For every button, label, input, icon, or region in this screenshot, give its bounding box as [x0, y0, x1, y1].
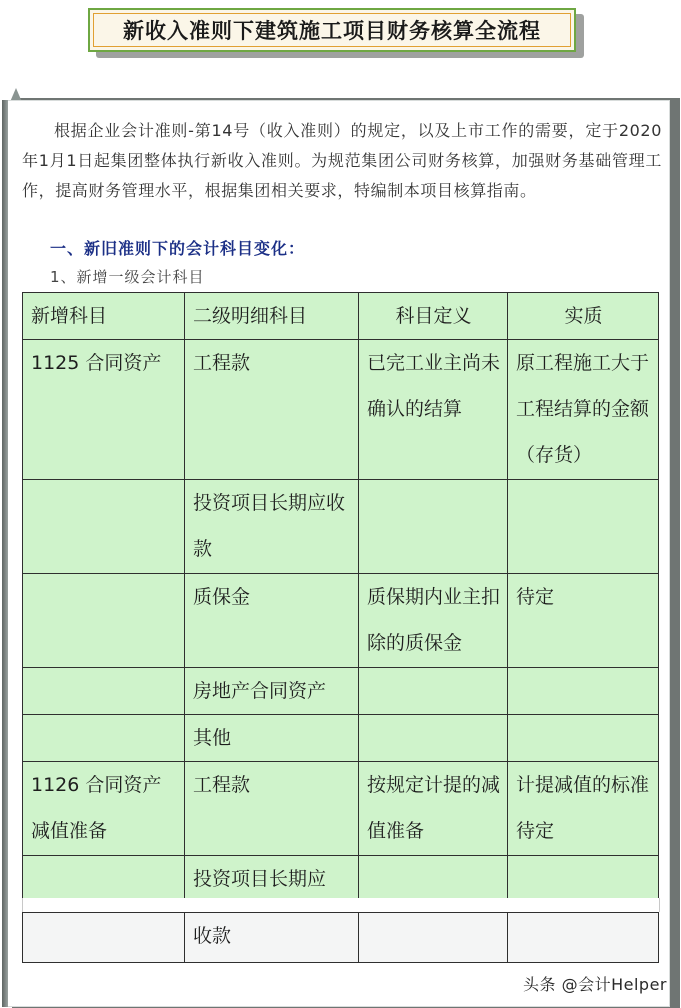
table-cell: 质保期内业主扣除的质保金 — [359, 574, 508, 668]
table-cell — [359, 668, 508, 715]
table-cell: 质保金 — [185, 574, 359, 668]
table-cell: 工程款 — [185, 762, 359, 856]
page-break-gap — [22, 898, 660, 912]
table-cell: 收款 — [185, 913, 359, 963]
table-cell — [23, 715, 185, 762]
intro-paragraph: 根据企业会计准则-第14号（收入准则）的规定，以及上市工作的需要，定于2020年1月1日起集团整体执行新收入准则。为规范集团公司财务核算，加强财务基础管理工作，提高财务管理水平，根据集团相关要求，特编制本项目核算指南。 — [22, 121, 662, 200]
table-row — [23, 668, 659, 715]
table-cell — [508, 913, 659, 963]
table-cell — [359, 715, 508, 762]
table-cell: 房地产合同资产 — [185, 668, 359, 715]
table-cell: 投资项目长期应收款 — [185, 480, 359, 574]
table-cell — [23, 480, 185, 574]
table-cell — [508, 856, 659, 903]
table-cell — [23, 913, 185, 963]
table-row — [23, 762, 659, 856]
table-row — [23, 856, 659, 903]
watermark: 头条 @会计Helper — [523, 975, 667, 994]
title-banner — [88, 8, 576, 52]
table-cell: 1126 合同资产减值准备 — [23, 762, 185, 856]
table-row — [23, 574, 659, 668]
table-cell: 其他 — [185, 715, 359, 762]
page-title: 新收入准则下建筑施工项目财务核算全流程 — [123, 19, 541, 43]
card-left-edge — [2, 100, 8, 1007]
table-cell: 按规定计提的减值准备 — [359, 762, 508, 856]
table-row — [23, 913, 659, 963]
table-cell — [508, 668, 659, 715]
accounts-table — [22, 292, 659, 903]
table-cell — [23, 668, 185, 715]
table-cell — [23, 856, 185, 903]
section-heading: 一、新旧准则下的会计科目变化： — [50, 239, 306, 258]
table-cell — [359, 480, 508, 574]
header-definition: 科目定义 — [359, 293, 508, 340]
table-row — [23, 340, 659, 480]
table-cell: 原工程施工大于工程结算的金额（存货） — [508, 340, 659, 480]
table-cell: 已完工业主尚未确认的结算 — [359, 340, 508, 480]
table-cell — [359, 913, 508, 963]
table-cell — [508, 480, 659, 574]
table-cell — [508, 715, 659, 762]
table-cell — [359, 856, 508, 903]
sub-heading: 1、新增一级会计科目 — [50, 268, 205, 286]
accounts-table-continued — [22, 912, 659, 963]
header-essence: 实质 — [508, 293, 659, 340]
table-cell: 工程款 — [185, 340, 359, 480]
table-row — [23, 715, 659, 762]
table-row — [23, 480, 659, 574]
table-cell: 计提减值的标准待定 — [508, 762, 659, 856]
table-header-row — [23, 293, 659, 340]
table-cell: 投资项目长期应 — [185, 856, 359, 903]
table-cell: 待定 — [508, 574, 659, 668]
header-new-account: 新增科目 — [23, 293, 185, 340]
table-cell — [23, 574, 185, 668]
header-sub-account: 二级明细科目 — [185, 293, 359, 340]
table-cell: 1125 合同资产 — [23, 340, 185, 480]
